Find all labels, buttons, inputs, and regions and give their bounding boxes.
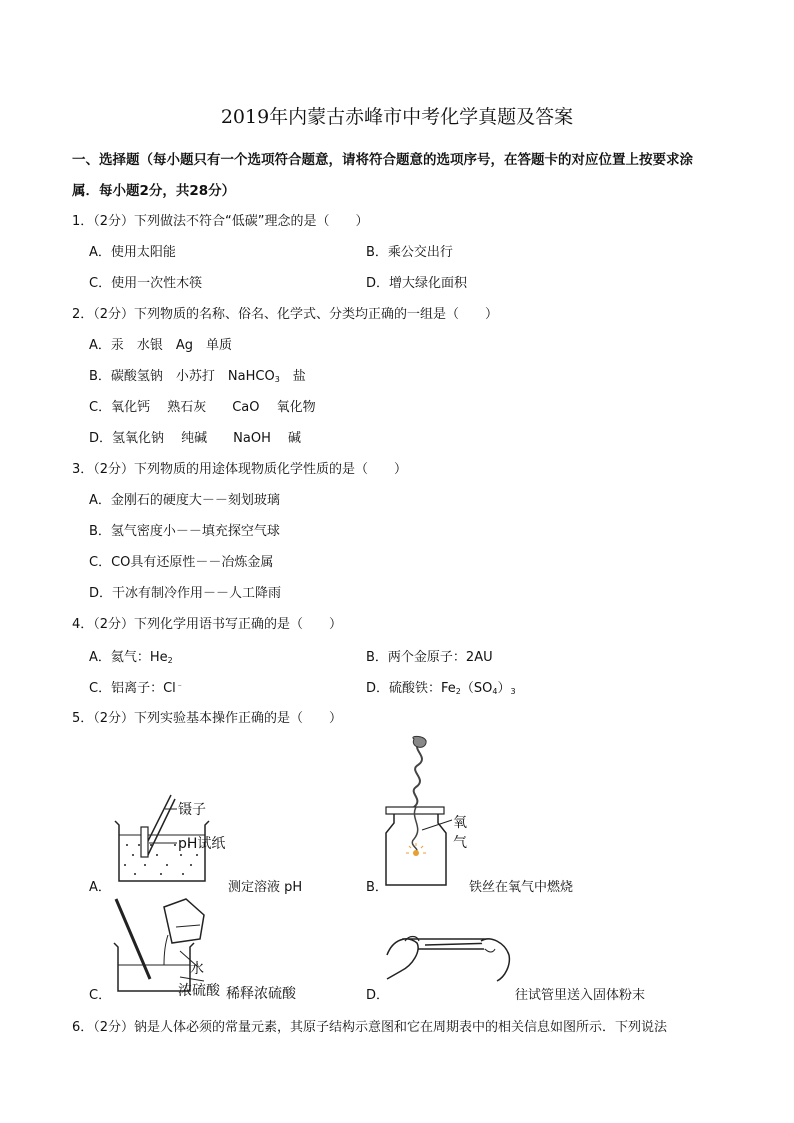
question-3-option-d: D．干冰有制冷作用－－人工降雨	[89, 586, 282, 601]
question-4-option-b: B．两个金原子：2AU	[366, 650, 493, 665]
question-4-option-a: A．氦气：$He_2$	[89, 650, 173, 665]
figure-d-powder-test-tube	[385, 925, 515, 985]
question-1-stem: 1．（2分）下列做法不符合“低碳”理念的是（ ）	[72, 214, 369, 229]
question-5-option-d-caption: 往试管里送入固体粉末	[515, 988, 646, 1003]
question-1-option-d: D．增大绿化面积	[366, 276, 468, 291]
question-1-option-a: A．使用太阳能	[89, 245, 176, 260]
question-2-stem: 2．（2分）下列物质的名称、俗名、化学式、分类均正确的一组是（ ）	[72, 307, 499, 322]
question-5-option-c-caption: 稀释浓硫酸	[226, 986, 296, 1002]
question-5-option-b-letter: B．	[366, 880, 388, 895]
question-5-option-a-letter: A．	[89, 880, 111, 895]
label-tweezers: 镊子	[178, 802, 206, 818]
label-oxygen-2: 气	[453, 835, 467, 851]
page-title: 2019年内蒙古赤峰市中考化学真题及答案	[220, 106, 574, 128]
label-oxygen-1: 氧	[453, 815, 467, 831]
question-5-option-d-letter: D．	[366, 988, 390, 1003]
question-5-stem: 5．（2分）下列实验基本操作正确的是（ ）	[72, 711, 343, 726]
question-3-option-b: B．氢气密度小－－填充探空气球	[89, 524, 280, 539]
question-1-option-c: C．使用一次性木筷	[89, 276, 203, 291]
label-conc-acid: 浓硫酸	[178, 983, 220, 999]
question-3-stem: 3．（2分）下列物质的用途体现物质化学性质的是（ ）	[72, 462, 408, 477]
section-heading-line1: 一、选择题（每小题只有一个选项符合题意，请将符合题意的选项序号，在答题卡的对应位置上按要求涂	[72, 152, 693, 168]
question-5-option-c-letter: C．	[89, 988, 112, 1003]
label-water: 水	[190, 961, 204, 977]
section-heading-line2: 属．每小题2分，共28分）	[72, 183, 236, 199]
question-4-stem: 4．（2分）下列化学用语书写正确的是（ ）	[72, 617, 343, 632]
question-5-option-b-caption: 铁丝在氧气中燃烧	[469, 880, 574, 895]
question-2-option-a: A．汞 水银 Ag 单质	[89, 338, 233, 353]
question-2-option-c: C．氧化钙 熟石灰 CaO 氧化物	[89, 400, 316, 415]
question-5-option-a-caption: 测定溶液 pH	[228, 880, 303, 895]
figure-b-iron-burning	[380, 735, 460, 890]
question-4-option-d: D．硫酸铁：$Fe_2(SO_4)_3$	[366, 681, 516, 696]
label-ph-paper: pH试纸	[178, 836, 226, 852]
question-2-option-b: B．碳酸氢钠 小苏打 NaHCO$_3$ 盐	[89, 369, 306, 384]
question-2-option-d: D．氢氧化钠 纯碱 NaOH 碱	[89, 431, 301, 446]
question-3-option-c: C．CO具有还原性－－冶炼金属	[89, 555, 274, 570]
question-6-stem: 6．（2分）钠是人体必须的常量元素，其原子结构示意图和它在周期表中的相关信息如图所示．下列说法	[72, 1020, 668, 1035]
question-1-option-b: B．乘公交出行	[366, 245, 453, 260]
question-4-option-c: C．铝离子：Cl﹣	[89, 680, 184, 696]
question-3-option-a: A．金刚石的硬度大－－刻划玻璃	[89, 493, 280, 508]
